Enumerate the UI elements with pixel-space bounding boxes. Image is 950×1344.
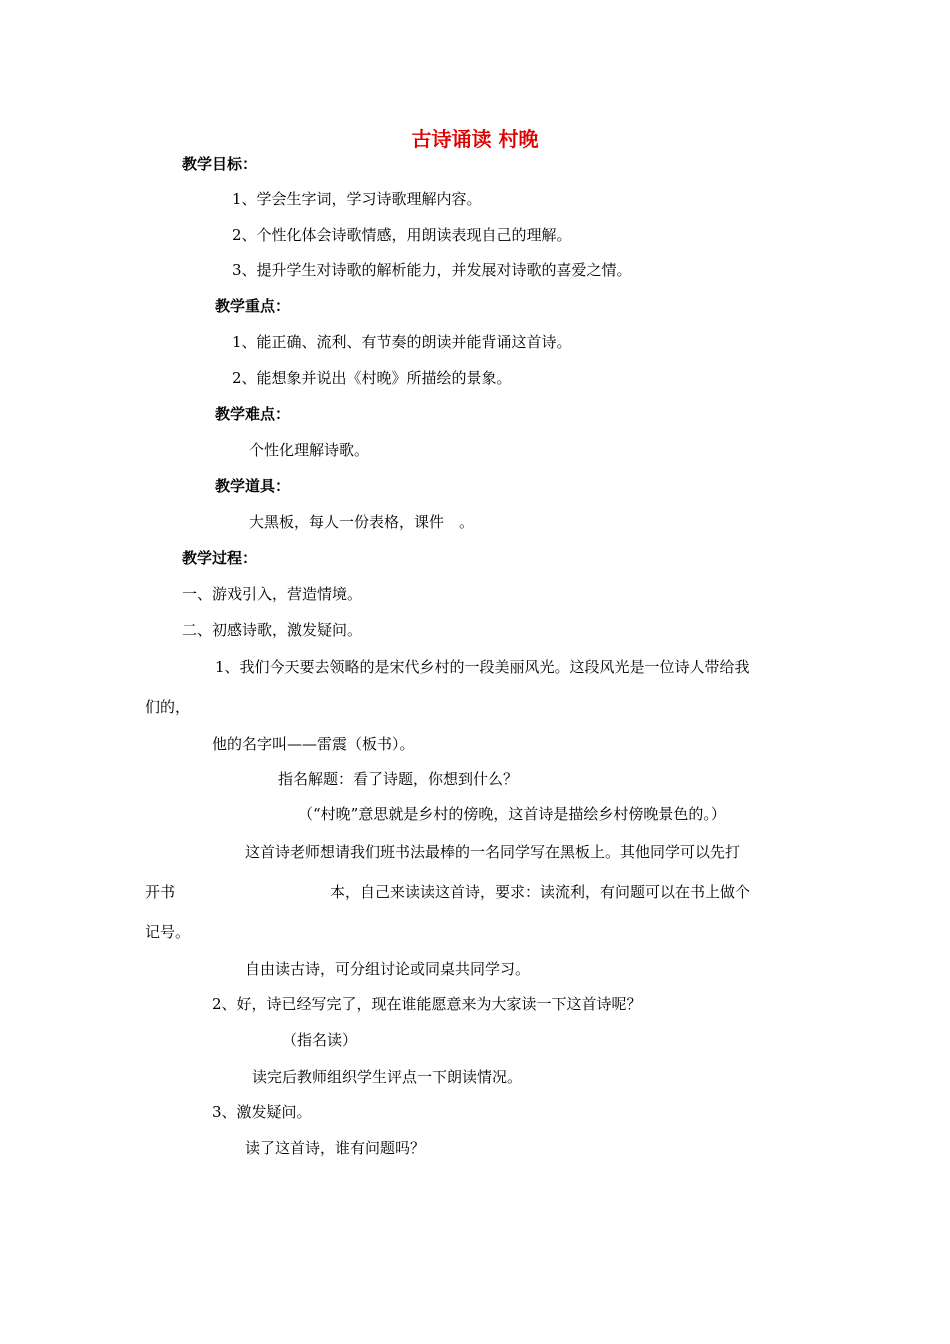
paragraph-line: 读完后教师组织学生评点一下朗读情况。	[252, 1068, 523, 1086]
paragraph-line: 指名解题：看了诗题，你想到什么？	[278, 770, 519, 788]
paragraph-line: 记号。	[145, 923, 191, 941]
key-points-heading: 教学重点：	[215, 297, 291, 315]
objective-item: 2、个性化体会诗歌情感，用朗读表现自己的理解。	[232, 226, 572, 244]
paragraph-line: 们的，	[145, 698, 191, 716]
key-point-item: 2、能想象并说出《村晚》所描绘的景象。	[232, 369, 512, 387]
objective-item: 3、提升学生对诗歌的解析能力，并发展对诗歌的喜爱之情。	[232, 261, 632, 279]
paragraph-line: 2、好，诗已经写完了，现在谁能愿意来为大家读一下这首诗呢？	[212, 995, 642, 1013]
paragraph-line: 他的名字叫——雷震（板书）。	[212, 735, 415, 753]
paragraph-line: 这首诗老师想请我们班书法最棒的一名同学写在黑板上。其他同学可以先打	[245, 843, 741, 861]
process-step: 一、游戏引入，营造情境。	[182, 585, 363, 603]
difficulty-heading: 教学难点：	[215, 405, 291, 423]
page-title: 古诗诵读 村晚	[411, 127, 539, 151]
paragraph-line: 本，自己来读读这首诗，要求：读流利，有问题可以在书上做个	[330, 883, 751, 901]
process-heading: 教学过程：	[182, 549, 258, 567]
process-step: 二、初感诗歌，激发疑问。	[182, 621, 363, 639]
paragraph-line: 自由读古诗，可分组讨论或同桌共同学习。	[245, 960, 531, 978]
key-point-item: 1、能正确、流利、有节奏的朗读并能背诵这首诗。	[232, 333, 572, 351]
tools-text: 大黑板，每人一份表格，课件 。	[249, 513, 475, 531]
paragraph-line: 读了这首诗，谁有问题吗？	[245, 1139, 426, 1157]
objective-item: 1、学会生字词，学习诗歌理解内容。	[232, 190, 482, 208]
tools-heading: 教学道具：	[215, 477, 291, 495]
paragraph-line: 3、激发疑问。	[212, 1103, 312, 1121]
difficulty-text: 个性化理解诗歌。	[249, 441, 370, 459]
paragraph-line: （指名读）	[282, 1031, 358, 1049]
paragraph-line: （“村晚”意思就是乡村的傍晚，这首诗是描绘乡村傍晚景色的。）	[298, 805, 726, 823]
paragraph-line: 1、我们今天要去领略的是宋代乡村的一段美丽风光。这段风光是一位诗人带给我	[215, 658, 750, 676]
objectives-heading: 教学目标：	[182, 155, 258, 173]
paragraph-line: 开书	[145, 883, 176, 901]
